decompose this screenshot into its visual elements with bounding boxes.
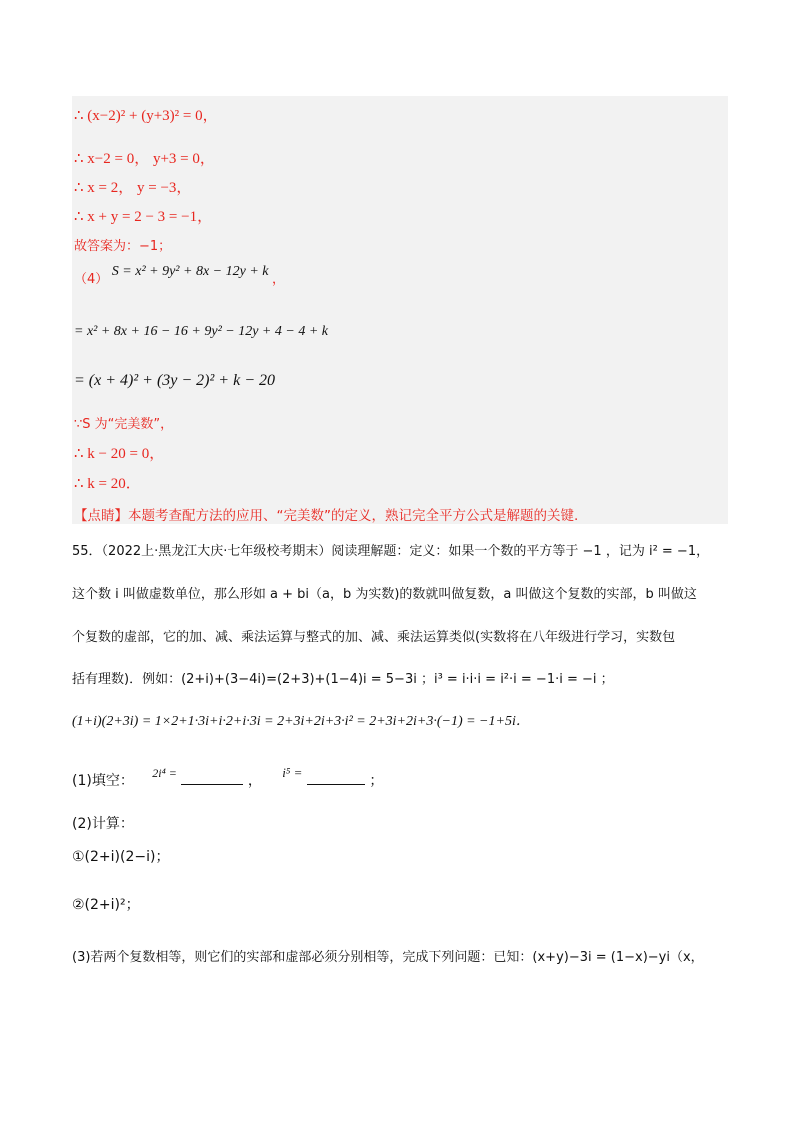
question-1-end: ；: [369, 773, 384, 789]
problem-intro-line-1: 55．（2022上·黑龙江大庆·七年级校考期末）阅读理解题：定义：如果一个数的平方等于 −1 ，记为 i² = −1，: [72, 544, 710, 559]
solution-line-3: ∴ x = 2， y = −3，: [74, 180, 192, 196]
solution-line-4: ∴ x + y = 2 − 3 = −1，: [74, 209, 213, 225]
answer-blank-2[interactable]: [307, 770, 365, 785]
s-definition-comma: ，: [271, 272, 285, 287]
solution-line-8: ∵S 为“完美数”，: [74, 417, 174, 432]
solution-line-2: ∴ x−2 = 0， y+3 = 0，: [74, 151, 215, 167]
solution-line-9: ∴ k − 20 = 0，: [74, 446, 165, 462]
problem-example-line-2: (1+i)(2+3i) = 1×2+1·3i+i·2+i·3i = 2+3i+2i+3·i² = 2+3i+2i+3·(−1) = −1+5i．: [72, 714, 530, 729]
problem-example-line-1: 括有理数)．例如：(2+i)+(3−4i)=(2+3)+(1−4)i = 5−3i ；i³ = i·i·i = i²·i = −1·i = −i ；: [72, 672, 614, 687]
s-definition: S = x² + 9y² + 8x − 12y + k: [111, 264, 269, 279]
question-1-expr-a: 2i⁴ =: [152, 766, 177, 780]
answer-blank-1[interactable]: [181, 770, 243, 785]
question-2-item-1: ①(2+i)(2−i)；: [72, 849, 170, 865]
key-point: 【点睛】本题考查配方法的应用、“完美数”的定义，熟记完全平方公式是解题的关键.: [74, 508, 579, 524]
question-2-label: (2)计算：: [72, 816, 134, 832]
solution-line-1: ∴ (x−2)² + (y+3)² = 0，: [74, 108, 218, 124]
solution-line-5: [74, 264, 285, 288]
solution-line-6: = x² + 8x + 16 − 16 + 9y² − 12y + 4 − 4 + k: [74, 324, 328, 339]
problem-intro-line-3: 个复数的虚部，它的加、减、乘法运算与整式的加、减、乘法运算类似(实数将在八年级进行学习，实数包: [72, 630, 676, 645]
question-1-label: (1)填空：: [72, 773, 134, 789]
question-1: [72, 765, 384, 790]
solution-line-10: ∴ k = 20．: [74, 476, 141, 492]
part4-label: （4）: [74, 272, 109, 287]
problem-intro-line-2: 这个数 i 叫做虚数单位，那么形如 a + bi（a，b 为实数)的数就叫做复数，a 叫做这个复数的实部，b 叫做这: [72, 587, 697, 602]
question-3: (3)若两个复数相等，则它们的实部和虚部必须分别相等，完成下列问题：已知：(x+y)−3i = (1−x)−yi（x，: [72, 950, 704, 965]
solution-line-7: = (x + 4)² + (3y − 2)² + k − 20: [74, 372, 275, 389]
answer-line: 故答案为：−1；: [74, 239, 172, 254]
question-1-expr-b: i⁵ =: [282, 765, 303, 780]
question-2-item-2: ②(2+i)²；: [72, 897, 140, 913]
question-1-separator: ，: [247, 773, 262, 789]
